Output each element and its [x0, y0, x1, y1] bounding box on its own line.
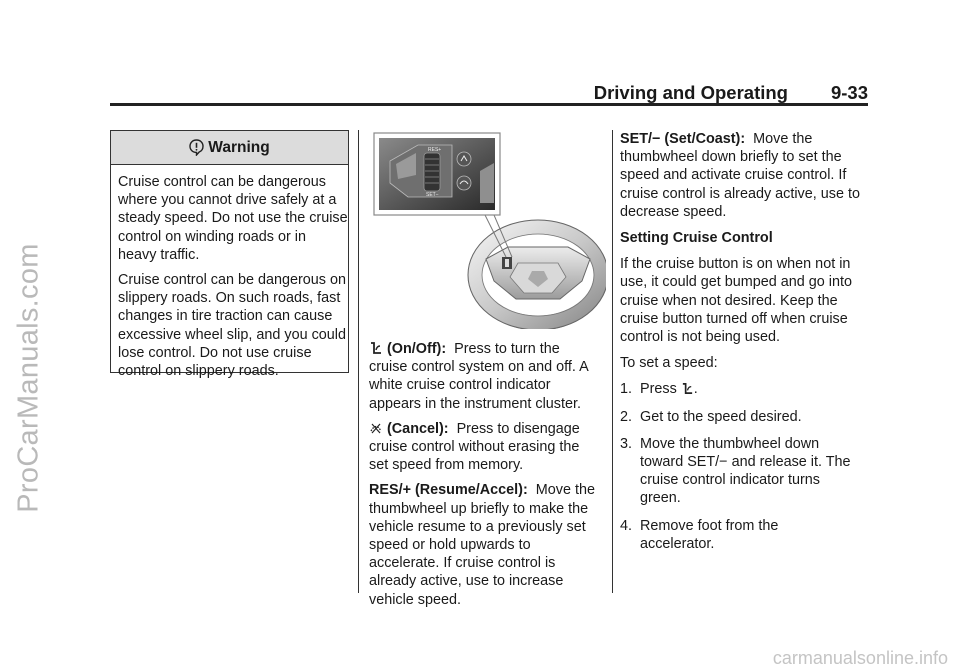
side-watermark-text: ProCarManuals.com — [12, 243, 45, 513]
step-2: 2. Get to the speed desired. — [620, 408, 802, 425]
side-watermark — [12, 118, 46, 638]
res-label: RES/+ (Resume/Accel): — [369, 482, 528, 499]
warning-paragraph-2: Cruise control can be dangerous on slippery roads. On such roads, fast changes in tire traction can cause excessive wheel slip, and you could lose control. Do not use cruise control on slippery roads. — [118, 272, 346, 380]
header-rule — [110, 103, 868, 106]
warning-box — [110, 130, 349, 380]
warning-icon — [189, 139, 204, 156]
cruise-onoff-icon — [369, 341, 383, 355]
onoff-text: Press to turn the cruise control system on and off. A white cruise control indicator appears in the instrument cluster. — [369, 341, 588, 412]
cancel-description — [369, 420, 601, 475]
warning-heading: Warning — [208, 138, 270, 156]
onoff-label: (On/Off): — [387, 341, 447, 357]
cruise-cancel-icon — [369, 421, 383, 435]
page-number: 9-33 — [830, 82, 868, 103]
step-4: 4. Remove foot from the accelerator. — [620, 517, 779, 552]
set-text: Move the thumbwheel down briefly to set the speed and activate cruise control. If cruise control is already active, use to decrease speed. — [620, 131, 860, 220]
step-list — [620, 380, 875, 553]
footer-watermark: carmanualsonline.info — [772, 648, 948, 668]
section-title: Driving and Operating — [593, 82, 788, 103]
setting-heading: Setting Cruise Control — [620, 230, 773, 247]
to-set-label: To set a speed: — [620, 355, 718, 372]
set-label: SET/− (Set/Coast): — [620, 131, 746, 147]
steering-wheel-illustration — [368, 131, 606, 329]
column-divider-2 — [612, 130, 613, 593]
res-text: Move the thumbwheel up briefly to make the vehicle resume to a previously set speed or hold upwards to accelerate. If cruise control is already active, use to increase vehicle speed. — [369, 482, 595, 608]
setting-intro: If the cruise button is on when not in use, it could get bumped and go into cruise when not desired. Keep the cruise button turned off when cruise control is not being used. — [620, 256, 853, 346]
set-description — [620, 130, 875, 221]
cancel-button — [457, 176, 471, 190]
svg-text:SET−: SET− — [426, 192, 439, 198]
step-1: 1. Press . — [620, 381, 698, 398]
step-3: 3. Move the thumbwheel down toward SET/− and release it. The cruise control indicator turns green. — [620, 435, 851, 507]
cancel-text: Press to disengage cruise control without erasing the set speed from memory. — [369, 420, 580, 474]
onoff-description — [369, 340, 601, 413]
onoff-button — [457, 152, 471, 166]
cruise-onoff-icon-inline — [681, 382, 694, 395]
controls-column — [369, 340, 601, 609]
warning-header — [111, 131, 348, 165]
svg-text:RES+: RES+ — [428, 147, 442, 153]
setting-column — [620, 130, 875, 553]
res-description — [369, 481, 601, 608]
column-divider-1 — [358, 130, 359, 593]
cancel-label: (Cancel): — [387, 420, 449, 437]
warning-paragraph-1: Cruise control can be dangerous where you cannot drive safely at a steady speed. Do not use the cruise control on winding roads or in heavy traffic. — [118, 174, 348, 263]
